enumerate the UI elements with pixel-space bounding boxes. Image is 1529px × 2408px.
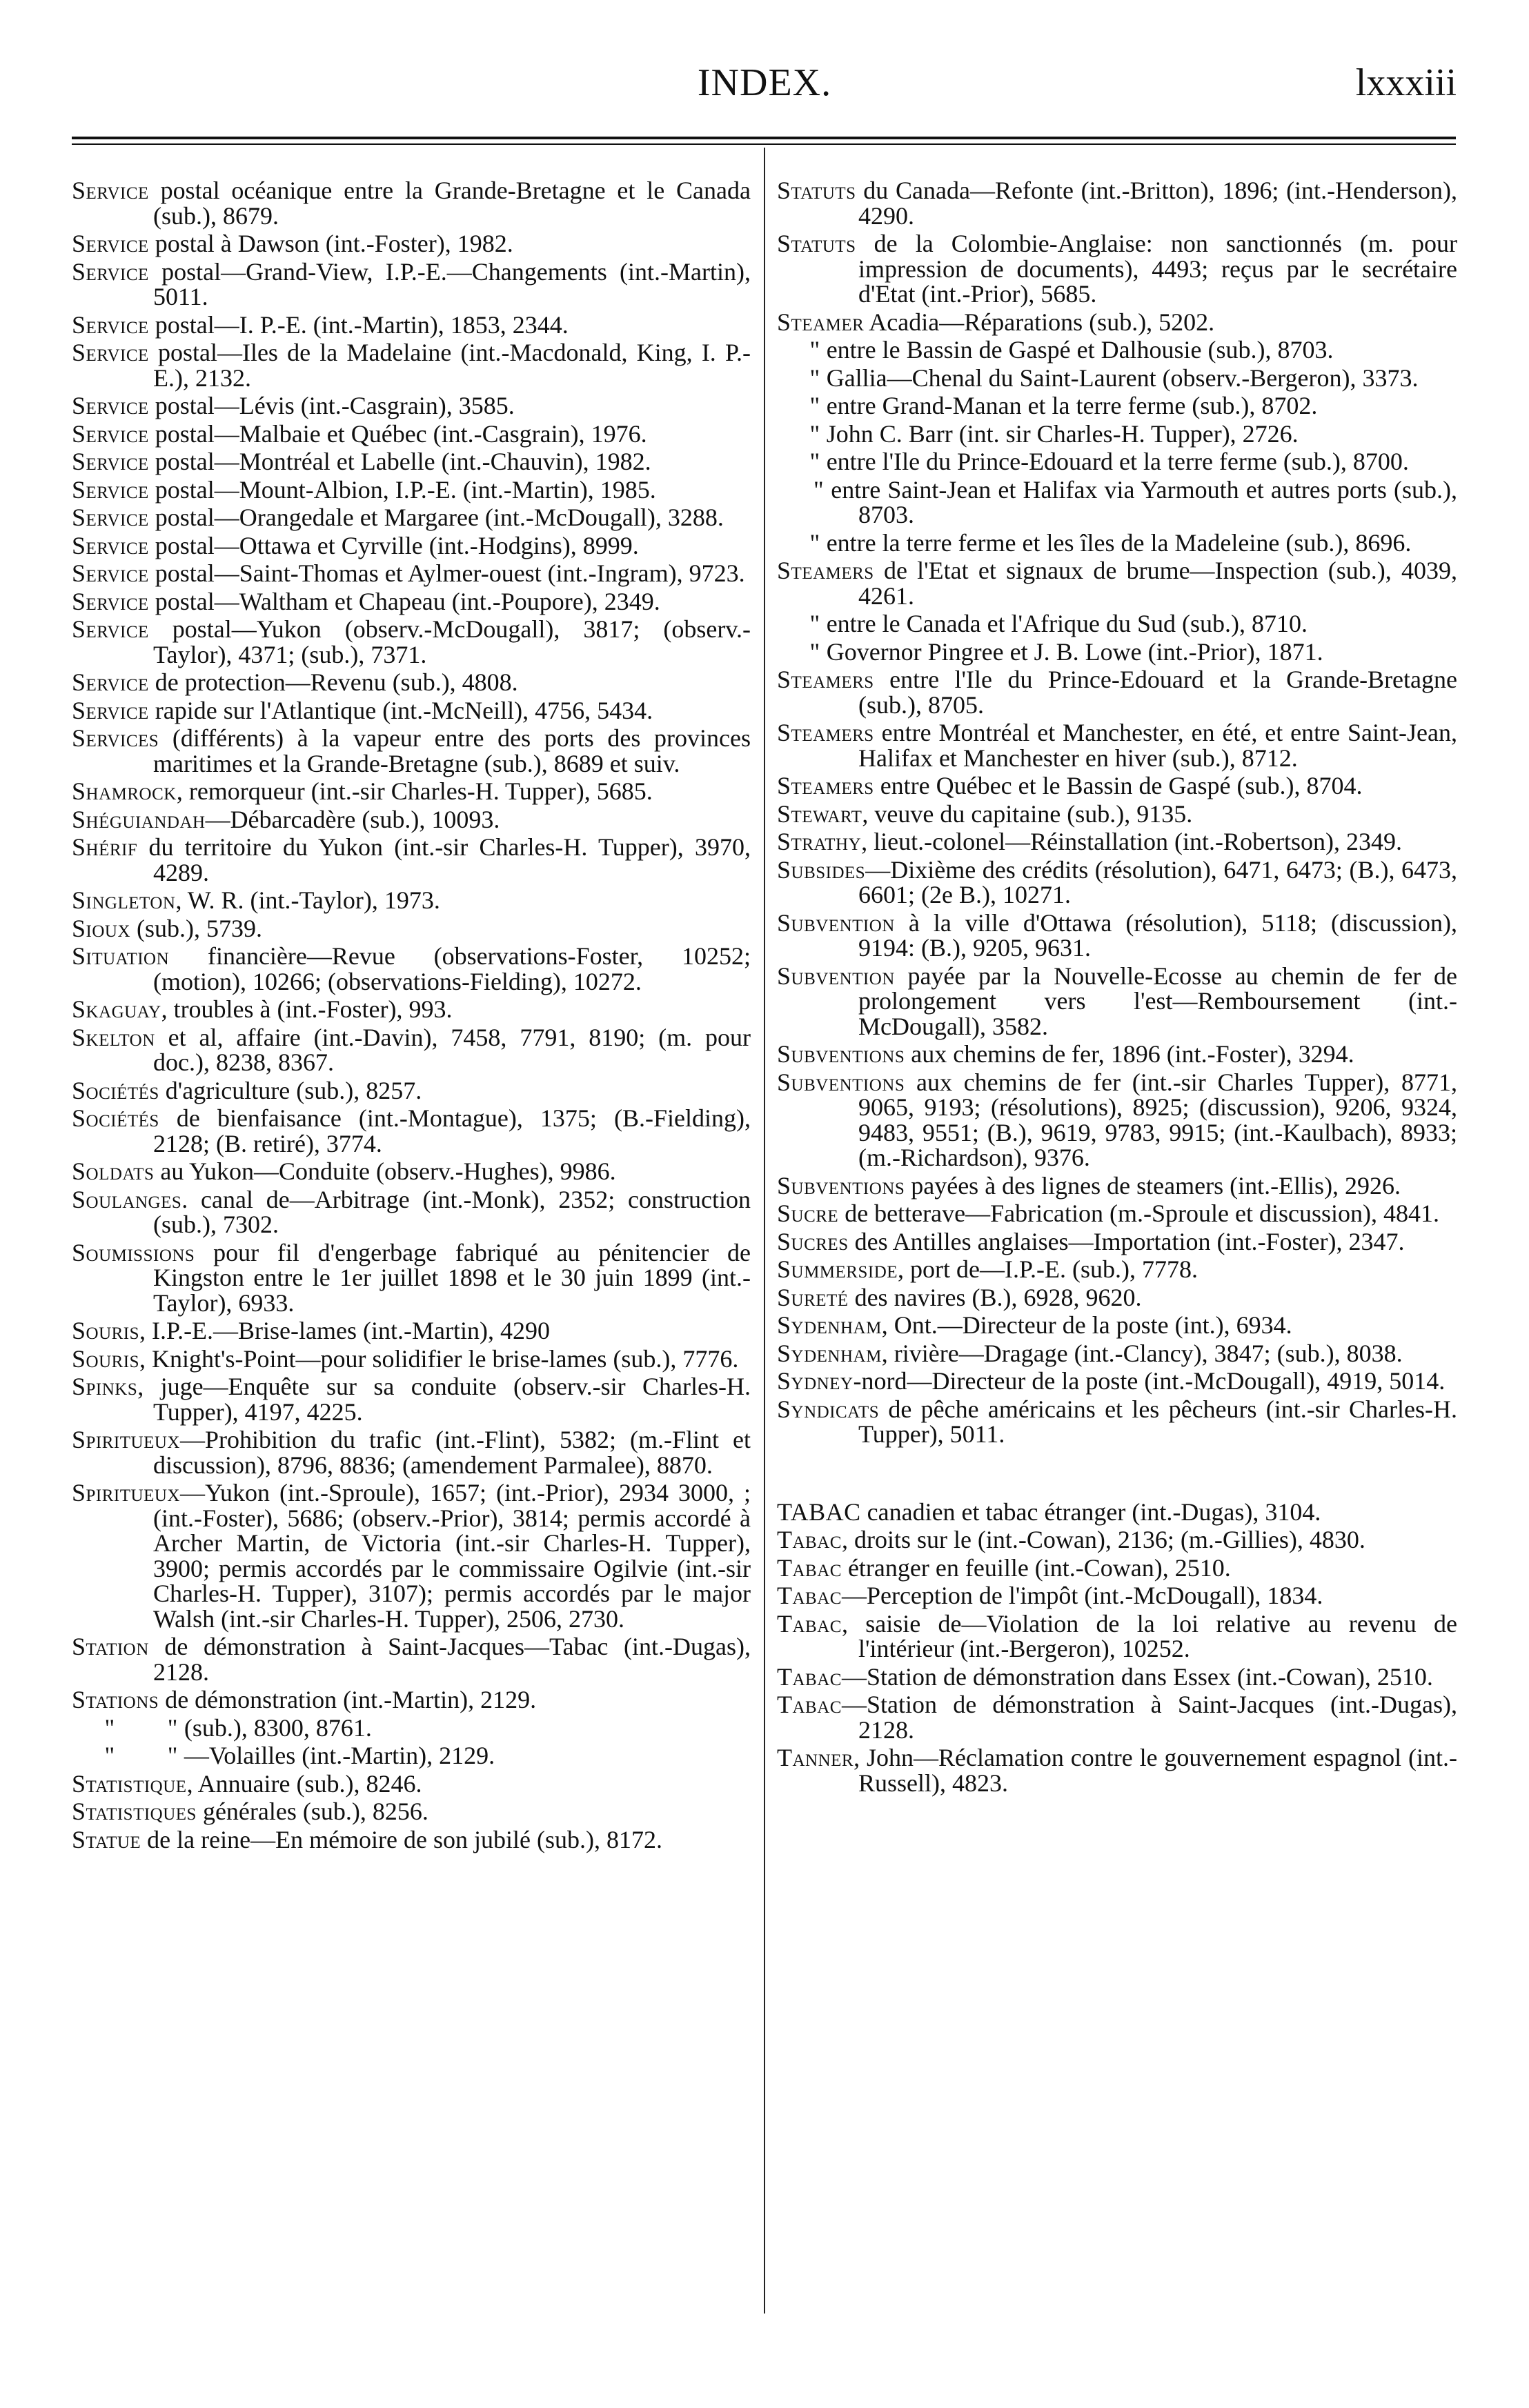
- index-entry-text: . canal de—Arbitrage (int.-Monk), 2352; construction (sub.), 7302.: [153, 1185, 751, 1238]
- index-entry: [777, 1070, 1457, 1171]
- index-headword: Statuts: [777, 230, 856, 257]
- index-entry-text: , troubles à (int.-Foster), 993.: [161, 995, 453, 1023]
- index-entry: [72, 1427, 751, 1477]
- index-entry-text: de protection—Revenu (sub.), 4808.: [148, 668, 518, 696]
- index-entry-text: —Dixième des crédits (résolution), 6471, 6473; (B.), 6473, 6601; (2e B.), 10271.: [858, 855, 1457, 908]
- index-entry: [777, 1369, 1457, 1394]
- index-headword: Service: [72, 696, 149, 724]
- index-headword: Statuts: [777, 177, 856, 204]
- index-entry: [777, 773, 1457, 799]
- index-headword: Service: [72, 504, 149, 531]
- index-entry-text: postal—Waltham et Chapeau (int.-Poupore), 2349.: [148, 587, 660, 615]
- index-entry: [72, 178, 751, 228]
- index-entry: [72, 1078, 751, 1104]
- index-entry-text: étranger en feuille (int.-Cowan), 2510.: [841, 1553, 1231, 1582]
- index-headword: Situation: [72, 942, 170, 970]
- index-entry: [72, 340, 751, 390]
- index-entry-text: entre la terre ferme et les îles de la Madeleine (sub.), 8696.: [820, 528, 1412, 557]
- index-headword: Service: [72, 475, 149, 504]
- index-headword: ": [777, 637, 820, 666]
- index-entry-text: postal—Saint-Thomas et Aylmer-ouest (int.-Ingram), 9723.: [148, 559, 745, 587]
- index-entry: [72, 1159, 751, 1184]
- index-entry: [777, 477, 1457, 528]
- index-entry-text: —Volailles (int.-Martin), 2129.: [177, 1742, 495, 1769]
- index-entry: [777, 337, 1457, 363]
- index-entry: [72, 393, 751, 419]
- index-entry: [777, 1527, 1457, 1553]
- column-divider: [764, 148, 765, 2314]
- index-headword: Sydenham: [777, 1339, 882, 1367]
- index-entry: [777, 1555, 1457, 1581]
- index-entry-text: Acadia—Réparations (sub.), 5202.: [864, 308, 1215, 336]
- index-headword: Service: [72, 339, 149, 366]
- index-headword: Skaguay: [72, 995, 161, 1023]
- header-rule-thick: [72, 137, 1456, 139]
- index-headword: Stewart: [777, 799, 862, 828]
- index-entry: [777, 720, 1457, 770]
- index-entry-text: , I.P.-E.—Brise-lames (int.-Martin), 4290: [139, 1317, 550, 1344]
- index-entry: [72, 1106, 751, 1156]
- index-entry-text: Gallia—Chenal du Saint-Laurent (observ.-Bergeron), 3373.: [820, 364, 1419, 392]
- index-headword: Sociétés: [72, 1076, 159, 1104]
- index-entry: [72, 807, 751, 833]
- index-headword: Tabac: [777, 1582, 842, 1609]
- index-entry: [777, 1257, 1457, 1282]
- index-headword: Service: [72, 392, 149, 419]
- index-entry-text: entre Grand-Manan et la terre ferme (sub.), 8702.: [820, 392, 1318, 419]
- index-headword: Statue: [72, 1825, 141, 1853]
- index-entry: [72, 1318, 751, 1344]
- index-entry: [72, 944, 751, 994]
- index-entry: [777, 393, 1457, 419]
- index-headword: Station: [72, 1633, 149, 1660]
- page-number: lxxxiii: [1355, 61, 1457, 104]
- index-entry: [777, 1285, 1457, 1311]
- index-headword: Steamers: [777, 772, 874, 799]
- index-headword: Service: [72, 559, 149, 587]
- index-entry: [777, 558, 1457, 608]
- index-entry: [777, 1229, 1457, 1255]
- index-headword: Sociétés: [72, 1104, 159, 1132]
- index-entry: [72, 1827, 751, 1853]
- index-entry: [72, 421, 751, 447]
- index-entry-text: —Station de démonstration à Saint-Jacques (int.-Dugas), 2128.: [841, 1691, 1457, 1744]
- index-entry: [72, 617, 751, 667]
- index-entry: [72, 779, 751, 804]
- index-entry: [72, 312, 751, 338]
- index-entry-text: postal—Lévis (int.-Casgrain), 3585.: [148, 392, 515, 419]
- index-entry-text: , droits sur le (int.-Cowan), 2136; (m.-Gillies), 4830.: [841, 1526, 1365, 1553]
- index-headword: Stations: [72, 1686, 159, 1713]
- index-entry-text: , Ont.—Directeur de la poste (int.), 6934.: [881, 1311, 1292, 1339]
- index-entry: [72, 1771, 751, 1797]
- index-column-left: [72, 178, 751, 1855]
- index-entry: [777, 799, 1457, 828]
- index-headword: Sydenham: [777, 1311, 882, 1339]
- index-entry: [72, 259, 751, 310]
- index-headword: Steamers: [777, 557, 874, 584]
- section-gap: [777, 1450, 1457, 1500]
- index-headword: Soumissions: [72, 1238, 195, 1266]
- index-headword: Sureté: [777, 1283, 849, 1311]
- index-entry: [72, 533, 751, 559]
- index-entry: [777, 421, 1457, 447]
- index-entry: [777, 1173, 1457, 1199]
- index-headword: ": [777, 336, 820, 364]
- index-entry-text: entre le Canada et l'Afrique du Sud (sub.), 8710.: [820, 610, 1308, 637]
- index-entry-text: du Canada—Refonte (int.-Britton), 1896; (int.-Henderson), 4290.: [856, 177, 1457, 230]
- index-headword: Tabac: [777, 1609, 842, 1638]
- index-entry-text: , port de—I.P.-E. (sub.), 7778.: [898, 1255, 1198, 1283]
- index-entry: [777, 829, 1457, 855]
- index-entry: [72, 1634, 751, 1684]
- index-entry-text: —Perception de l'impôt (int.-McDougall), 1834.: [841, 1582, 1323, 1609]
- index-entry-text: postal—I. P.-E. (int.-Martin), 1853, 2344.: [148, 310, 569, 339]
- index-entry-text: d'agriculture (sub.), 8257.: [159, 1076, 422, 1104]
- index-entry-text: , Annuaire (sub.), 8246.: [186, 1769, 422, 1798]
- index-headword: Subvention: [777, 908, 895, 937]
- index-entry: [72, 1240, 751, 1316]
- index-entry-text: à la ville d'Ottawa (résolution), 5118; (discussion), 9194: (B.), 9205, 9631.: [858, 908, 1457, 962]
- index-entry-text: des Antilles anglaises—Importation (int.-Foster), 2347.: [848, 1227, 1405, 1255]
- index-entry-text: , veuve du capitaine (sub.), 9135.: [862, 799, 1193, 828]
- index-headword: Services: [72, 724, 159, 752]
- index-entry: [777, 449, 1457, 475]
- index-headword: Syndicats: [777, 1395, 880, 1423]
- index-entry-text: , John—Réclamation contre le gouvernement espagnol (int.-Russell), 4823.: [854, 1744, 1457, 1797]
- index-entry-text: —Yukon (int.-Sproule), 1657; (int.-Prior), 2934 3000, ; (int.-Foster), 5686; (observ.-Prior), 3814; permis accordé à Archer Martin, de Victoria (int.-sir Charles-H. Tupper), 3900; permis accordés par le commissaire Ogilvie (int.-sir Charles-H. Tupper), 3107); permis accordés par le major Walsh (int.-sir Charles-H. Tupper), 2506, 2730.: [153, 1479, 751, 1633]
- index-entry-text: , W. R. (int.-Taylor), 1973.: [175, 886, 440, 914]
- index-entry: [777, 1341, 1457, 1366]
- index-entry: [777, 611, 1457, 637]
- index-headword: TABAC: [777, 1497, 861, 1526]
- index-headword: Subvention: [777, 962, 895, 990]
- index-headword: Sucres: [777, 1227, 849, 1255]
- index-entry: [777, 1664, 1457, 1690]
- index-entry: [72, 1743, 751, 1769]
- index-entry-text: postal océanique entre la Grande-Bretagne et le Canada (sub.), 8679.: [148, 177, 751, 230]
- index-headword: ": [777, 475, 825, 504]
- index-headword: Souris: [72, 1317, 140, 1344]
- index-headword: Shérif: [72, 833, 138, 861]
- index-headword: Service: [72, 257, 149, 286]
- index-entry-text: postal—Yukon (observ.-McDougall), 3817; (observ.-Taylor), 4371; (sub.), 7371.: [148, 615, 751, 668]
- index-entry-text: aux chemins de fer (int.-sir Charles Tupper), 8771, 9065, 9193; (résolutions), 8925; (discussion), 9206, 9324, 9483, 9551; (B.), 9619, 9783, 9915; (int.-Kaulbach), 8933; (m.-Richardson), 9376.: [858, 1068, 1457, 1171]
- index-entry-text: entre l'Ile du Prince-Edouard et la terre ferme (sub.), 8700.: [820, 448, 1409, 475]
- index-headword: Shamrock: [72, 777, 177, 805]
- index-entry-text: rapide sur l'Atlantique (int.-McNeill), 4756, 5434.: [148, 696, 653, 724]
- index-entry-text: entre Saint-Jean et Halifax via Yarmouth et autres ports (sub.), 8703.: [824, 475, 1457, 528]
- index-entry-text: postal—Malbaie et Québec (int.-Casgrain), 1976.: [148, 419, 647, 448]
- index-entry: [777, 1692, 1457, 1742]
- index-headword: Service: [72, 310, 149, 339]
- index-entry: [777, 667, 1457, 717]
- index-entry: [777, 530, 1457, 556]
- index-entry-text: financière—Revue (observations-Foster, 10252; (motion), 10266; (observations-Fielding), 10272.: [153, 942, 751, 995]
- index-entry-text: postal—Orangedale et Margaree (int.-McDougall), 3288.: [148, 504, 724, 531]
- index-headword: Service: [72, 531, 149, 559]
- index-entry: [72, 1480, 751, 1631]
- index-entry-text: postal—Ottawa et Cyrville (int.-Hodgins), 8999.: [148, 531, 639, 559]
- index-entry-text: de pêche américains et les pêcheurs (int.-sir Charles-H. Tupper), 5011.: [858, 1395, 1457, 1448]
- index-headword: Tabac: [777, 1526, 842, 1553]
- index-entry: [777, 908, 1457, 962]
- index-headword: Service: [72, 419, 149, 448]
- index-headword: Skelton: [72, 1023, 155, 1051]
- index-entry-text: payée par la Nouvelle-Ecosse au chemin de fer de prolongement vers l'est—Remboursement (int.-McDougall), 3582.: [858, 962, 1457, 1040]
- index-entry: [72, 231, 751, 257]
- index-entry: [777, 964, 1457, 1039]
- index-entry-text: , Knight's-Point—pour solidifier le brise-lames (sub.), 7776.: [139, 1344, 739, 1373]
- index-entry-text: John C. Barr (int. sir Charles-H. Tupper), 2726.: [820, 419, 1299, 448]
- header-rule: [72, 137, 1456, 145]
- index-entry-text: postal—Mount-Albion, I.P.-E. (int.-Martin), 1985.: [148, 475, 656, 504]
- index-headword: Tanner: [777, 1744, 854, 1771]
- index-entry-text: —Prohibition du trafic (int.-Flint), 5382; (m.-Flint et discussion), 8796, 8836; (amendement Parmalee), 8870.: [153, 1426, 751, 1479]
- index-entry-text: , saisie de—Violation de la loi relative au revenu de l'intérieur (int.-Bergeron), 10252.: [841, 1609, 1457, 1662]
- index-entry: [777, 639, 1457, 665]
- index-entry-text: aux chemins de fer, 1896 (int.-Foster), 3294.: [905, 1040, 1354, 1068]
- index-entry: [72, 589, 751, 615]
- index-entry-text: (différents) à la vapeur entre des ports des provinces maritimes et la Grande-Bretagne (sub.), 8689 et suiv.: [153, 724, 751, 777]
- index-entry-text: postal—Montréal et Labelle (int.-Chauvin), 1982.: [148, 448, 651, 475]
- index-entry-text: au Yukon—Conduite (observ.-Hughes), 9986.: [154, 1157, 616, 1185]
- index-headword: Subventions: [777, 1040, 905, 1068]
- index-headword: Statistiques: [72, 1798, 197, 1825]
- index-entry: [777, 178, 1457, 228]
- index-headword: ": [777, 392, 820, 419]
- index-entry: [72, 1346, 751, 1372]
- index-entry: [777, 231, 1457, 307]
- index-headword: ": [777, 448, 820, 475]
- index-headword: Service: [72, 230, 149, 257]
- index-headword: " ": [72, 1742, 178, 1769]
- index-entry-text: pour fil d'engerbage fabriqué au pénitencier de Kingston entre le 1er juillet 1898 et le 30 juin 1899 (int.-Taylor), 6933.: [153, 1238, 751, 1317]
- index-headword: Souris: [72, 1344, 140, 1373]
- index-entry: [72, 505, 751, 530]
- header-rule-thin: [72, 143, 1456, 145]
- index-entry: [72, 670, 751, 695]
- index-headword: Soulanges: [72, 1185, 182, 1213]
- index-headword: Subventions: [777, 1171, 905, 1200]
- index-entry-text: canadien et tabac étranger (int.-Dugas), 3104.: [860, 1497, 1321, 1526]
- index-headword: ": [777, 528, 820, 557]
- index-entry: [777, 1745, 1457, 1795]
- index-entry-text: postal—Iles de la Madelaine (int.-Macdonald, King, I. P.-E.), 2132.: [148, 339, 751, 392]
- index-headword: Service: [72, 668, 149, 696]
- index-headword: Summerside: [777, 1255, 898, 1283]
- index-headword: Statistique: [72, 1769, 187, 1798]
- index-entry-text: , rivière—Dragage (int.-Clancy), 3847; (sub.), 8038.: [881, 1339, 1403, 1367]
- index-entry: [72, 726, 751, 776]
- index-headword: Sydney: [777, 1367, 854, 1395]
- index-entry-text: —Station de démonstration dans Essex (int.-Cowan), 2510.: [841, 1662, 1433, 1691]
- index-entry: [72, 1687, 751, 1713]
- index-entry: [72, 1799, 751, 1824]
- index-entry-text: des navires (B.), 6928, 9620.: [848, 1283, 1142, 1311]
- index-entry-text: Governor Pingree et J. B. Lowe (int.-Prior), 1871.: [820, 637, 1323, 666]
- index-entry-text: de betterave—Fabrication (m.-Sproule et discussion), 4841.: [838, 1200, 1439, 1227]
- index-entry: [777, 1313, 1457, 1338]
- index-headword: Spinks: [72, 1373, 138, 1400]
- index-entry: [72, 698, 751, 724]
- index-headword: Tabac: [777, 1691, 842, 1718]
- index-entry-text: de l'Etat et signaux de brume—Inspection (sub.), 4039, 4261.: [858, 557, 1457, 610]
- index-headword: Spiritueux: [72, 1426, 180, 1453]
- index-headword: Spiritueux: [72, 1479, 180, 1506]
- index-headword: Tabac: [777, 1553, 842, 1582]
- index-entry-text: (sub.), 5739.: [130, 914, 263, 942]
- index-entry-text: (sub.), 8300, 8761.: [177, 1713, 372, 1742]
- index-entry-text: de bienfaisance (int.-Montague), 1375; (B.-Fielding), 2128; (B. retiré), 3774.: [153, 1104, 751, 1157]
- index-entry-text: et al, affaire (int.-Davin), 7458, 7791, 8190; (m. pour doc.), 8238, 8367.: [153, 1023, 751, 1076]
- index-headword: Subventions: [777, 1068, 905, 1096]
- index-entry: [777, 1201, 1457, 1226]
- index-entry-text: postal à Dawson (int.-Foster), 1982.: [148, 230, 513, 257]
- index-entry-text: postal—Grand-View, I.P.-E.—Changements (int.-Martin), 5011.: [148, 257, 751, 310]
- index-entry-text: entre Montréal et Manchester, en été, et entre Saint-Jean, Halifax et Manchester en hiver (sub.), 8712.: [858, 719, 1457, 772]
- page-title: INDEX.: [697, 61, 832, 104]
- index-headword: Service: [72, 587, 149, 615]
- index-entry-text: , juge—Enquête sur sa conduite (observ.-sir Charles-H. Tupper), 4197, 4225.: [137, 1373, 751, 1426]
- index-headword: Steamer: [777, 308, 865, 336]
- index-headword: ": [777, 610, 820, 637]
- index-entry-text: de la Colombie-Anglaise: non sanctionnés (m. pour impression de documents), 4493; reçus par le secrétaire d'Etat (int.-Prior), 5685.: [856, 230, 1457, 308]
- index-headword: Sucre: [777, 1200, 839, 1227]
- index-entry: [72, 477, 751, 503]
- index-column-right: [777, 178, 1457, 1798]
- index-entry: [72, 561, 751, 586]
- index-entry-text: de démonstration à Saint-Jacques—Tabac (int.-Dugas), 2128.: [148, 1633, 751, 1686]
- index-entry-text: payées à des lignes de steamers (int.-Ellis), 2926.: [905, 1171, 1401, 1200]
- index-entry: [72, 1374, 751, 1424]
- index-entry: [72, 888, 751, 913]
- index-headword: Service: [72, 448, 149, 475]
- index-headword: " ": [72, 1713, 178, 1742]
- index-entry: [72, 449, 751, 475]
- index-headword: Strathy: [777, 828, 862, 855]
- index-entry: [777, 1397, 1457, 1447]
- index-headword: Singleton: [72, 886, 176, 914]
- index-entry-text: entre Québec et le Bassin de Gaspé (sub.), 8704.: [874, 772, 1363, 799]
- index-headword: Shéguiandah: [72, 805, 206, 833]
- index-entry: [72, 997, 751, 1022]
- index-entry: [777, 857, 1457, 908]
- index-headword: Steamers: [777, 666, 874, 693]
- index-headword: Sioux: [72, 914, 131, 942]
- index-entry: [72, 916, 751, 942]
- index-entry: [777, 366, 1457, 391]
- index-entry: [72, 1025, 751, 1075]
- index-entry-text: —Débarcadère (sub.), 10093.: [205, 805, 500, 833]
- index-headword: ": [777, 364, 820, 392]
- index-headword: Tabac: [777, 1662, 842, 1691]
- index-entry-text: de démonstration (int.-Martin), 2129.: [159, 1686, 537, 1713]
- index-headword: Soldats: [72, 1157, 155, 1185]
- index-entry-text: de la reine—En mémoire de son jubilé (sub.), 8172.: [141, 1825, 662, 1853]
- index-entry: [72, 1187, 751, 1237]
- index-headword: ": [777, 419, 820, 448]
- index-entry: [777, 1042, 1457, 1067]
- index-entry-text: générales (sub.), 8256.: [196, 1798, 428, 1825]
- index-entry: [777, 310, 1457, 335]
- index-headword: Steamers: [777, 719, 874, 746]
- index-entry: [777, 1583, 1457, 1609]
- index-entry-text: -nord—Directeur de la poste (int.-McDougall), 4919, 5014.: [853, 1367, 1446, 1395]
- index-entry-text: du territoire du Yukon (int.-sir Charles-H. Tupper), 3970, 4289.: [137, 833, 751, 886]
- index-entry: [72, 835, 751, 885]
- index-entry: [777, 1611, 1457, 1662]
- index-entry: [72, 1715, 751, 1741]
- index-entry: [777, 1497, 1457, 1526]
- index-headword: Subsides: [777, 855, 866, 884]
- index-entry-text: , remorqueur (int.-sir Charles-H. Tupper), 5685.: [176, 777, 653, 805]
- index-headword: Service: [72, 615, 149, 643]
- index-entry-text: entre le Bassin de Gaspé et Dalhousie (sub.), 8703.: [820, 336, 1334, 364]
- index-headword: Service: [72, 177, 149, 204]
- index-entry-text: entre l'Ile du Prince-Edouard et la Grande-Bretagne (sub.), 8705.: [858, 666, 1457, 719]
- index-entry-text: , lieut.-colonel—Réinstallation (int.-Robertson), 2349.: [861, 828, 1403, 855]
